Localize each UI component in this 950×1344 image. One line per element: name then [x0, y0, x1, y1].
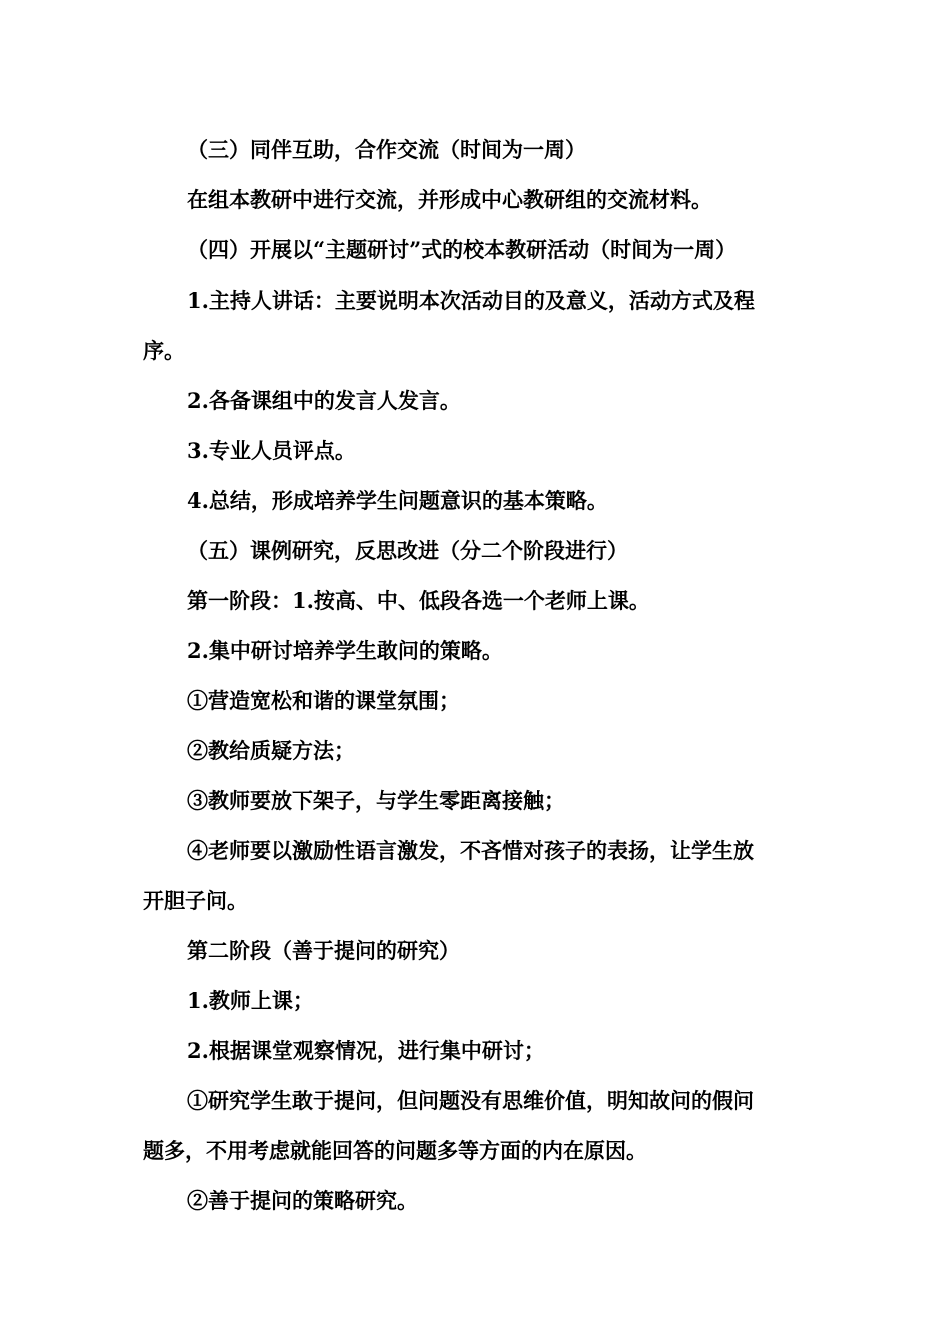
section-heading-3: （三）同伴互助，合作交流（时间为一周）: [187, 137, 586, 162]
stage-two-heading: 第二阶段（善于提问的研究）: [187, 938, 460, 963]
list-item: 1.主持人讲话：主要说明本次活动目的及意义，活动方式及程: [187, 288, 755, 313]
list-item-continuation: 开胆子问。: [143, 888, 248, 913]
list-item: ①营造宽松和谐的课堂氛围；: [187, 688, 460, 713]
list-item: ④老师要以激励性语言激发，不吝惜对孩子的表扬，让学生放: [187, 838, 754, 863]
paragraph: 在组本教研中进行交流，并形成中心教研组的交流材料。: [187, 187, 712, 212]
stage-one-line: 第一阶段：1.按高、中、低段各选一个老师上课。: [187, 588, 650, 613]
list-item: ②教给质疑方法；: [187, 738, 355, 763]
list-item: ①研究学生敢于提问，但问题没有思维价值，明知故问的假问: [187, 1088, 754, 1113]
section-heading-5: （五）课例研究，反思改进（分二个阶段进行）: [187, 538, 628, 563]
list-item: 4.总结，形成培养学生问题意识的基本策略。: [187, 488, 608, 513]
list-item-continuation: 题多，不用考虑就能回答的问题多等方面的内在原因。: [143, 1138, 647, 1163]
section-heading-4: （四）开展以“主题研讨”式的校本教研活动（时间为一周）: [187, 237, 737, 262]
list-item-continuation: 序。: [143, 338, 185, 363]
list-item: 2.根据课堂观察情况，进行集中研讨；: [187, 1038, 545, 1063]
list-item: 2.各备课组中的发言人发言。: [187, 388, 461, 413]
list-item: 1.教师上课；: [187, 988, 314, 1013]
list-item: ②善于提问的策略研究。: [187, 1188, 418, 1213]
list-item: ③教师要放下架子，与学生零距离接触；: [187, 788, 565, 813]
list-item: 2.集中研讨培养学生敢问的策略。: [187, 638, 503, 663]
list-item: 3.专业人员评点。: [187, 438, 356, 463]
